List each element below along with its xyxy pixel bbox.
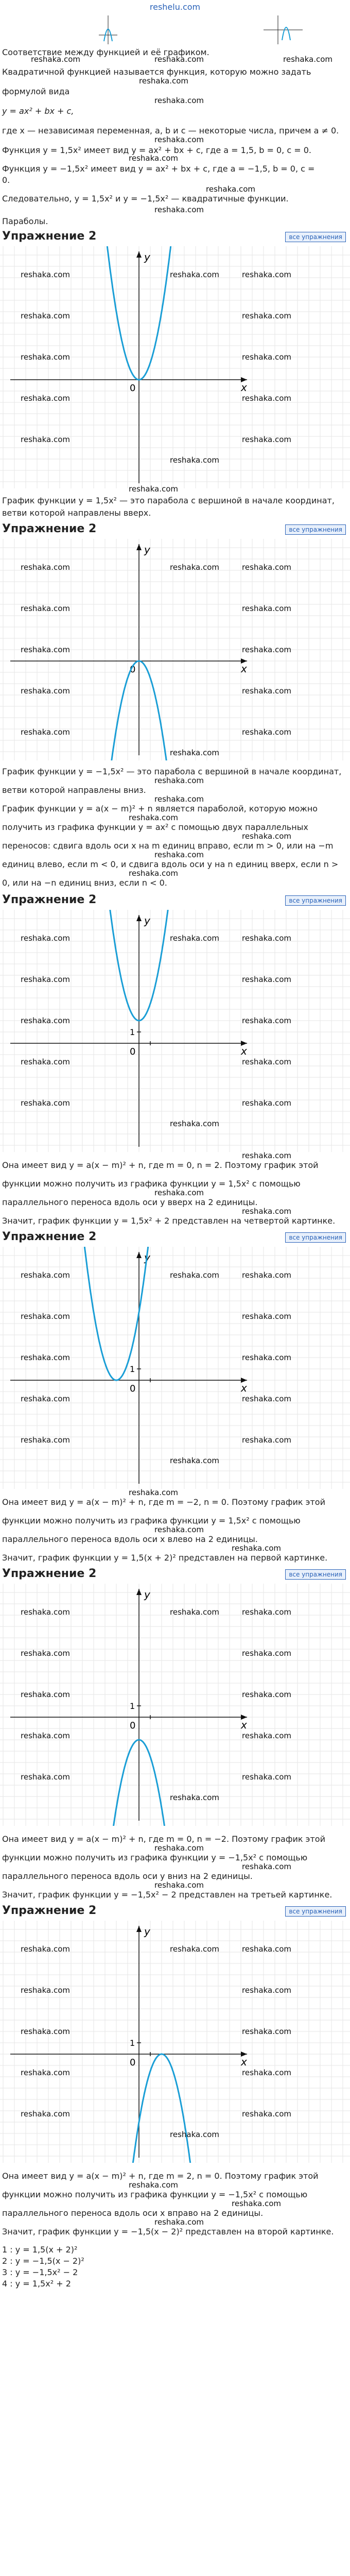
watermark: reshaka.com <box>129 484 178 494</box>
intro-line: Функция y = 1,5x² имеет вид y = ax² + bx + c, где a = 1,5, b = 0, c = 0. <box>2 145 311 155</box>
text-line: Она имеет вид y = a(x − m)² + n, где m = −2, n = 0. Поэтому график этой <box>2 1497 325 1507</box>
watermark: reshaka.com <box>242 727 291 737</box>
x-axis-label: x <box>241 1382 247 1394</box>
watermark: reshaka.com <box>21 394 70 403</box>
y-axis-arrow <box>136 251 142 258</box>
watermark: reshaka.com <box>21 2109 70 2119</box>
watermark: reshaka.com <box>154 96 204 105</box>
x-axis-label: x <box>241 1045 247 1057</box>
exercise-header <box>0 230 350 244</box>
watermark: reshaka.com <box>21 604 70 613</box>
watermark: reshaka.com <box>206 184 255 194</box>
intro-formula: y = ax² + bx + c, <box>2 106 74 116</box>
watermark: reshaka.com <box>242 1057 291 1066</box>
watermark: reshaka.com <box>283 55 332 64</box>
text-line: График функции y = a(x − m)² + n является параболой, которую можно <box>2 804 318 814</box>
grid <box>0 246 350 488</box>
watermark: reshaka.com <box>242 1649 291 1658</box>
watermark: reshaka.com <box>242 2109 291 2119</box>
text-line: Значит, график функции y = −1,5(x − 2)² представлен на второй картинке. <box>2 2227 334 2236</box>
watermark: reshaka.com <box>242 604 291 613</box>
watermark: reshaka.com <box>242 563 291 572</box>
watermark: reshaka.com <box>242 270 291 279</box>
watermark: reshaka.com <box>154 135 204 144</box>
exercise-title: Упражнение 2 <box>2 893 97 906</box>
watermark: reshaka.com <box>154 1525 204 1534</box>
text-line: Значит, график функции y = 1,5x² + 2 представлен на четвертой картинке. <box>2 1216 336 1226</box>
exercise-header <box>0 1567 350 1582</box>
graph-3 <box>0 910 350 1152</box>
all-exercises-link[interactable]: все упражнения <box>285 895 346 906</box>
watermark: reshaka.com <box>242 934 291 943</box>
watermark: reshaka.com <box>21 1016 70 1025</box>
answer-item: 4 : y = 1,5x² + 2 <box>2 2279 71 2289</box>
all-exercises-link[interactable]: все упражнения <box>285 1906 346 1917</box>
unit-label: 1 <box>130 1364 135 1374</box>
y-axis-label: y <box>144 251 150 263</box>
intro-line: Функция y = −1,5x² имеет вид y = ax² + bx + c, где a = −1,5, b = 0, c = <box>2 164 315 174</box>
watermark: reshaka.com <box>21 1312 70 1321</box>
watermark: reshaka.com <box>170 1456 219 1465</box>
unit-label: 1 <box>130 1027 135 1037</box>
watermark: reshaka.com <box>170 2130 219 2139</box>
text-line: функции можно получить из графика функции y = −1,5x² с помощью <box>2 2190 308 2199</box>
answer-item: 2 : y = −1,5(x − 2)² <box>2 2256 84 2266</box>
watermark: reshaka.com <box>242 311 291 320</box>
watermark: reshaka.com <box>154 1188 204 1197</box>
watermark: reshaka.com <box>21 1394 70 1403</box>
watermark: reshaka.com <box>129 154 178 163</box>
watermark: reshaka.com <box>242 1690 291 1699</box>
watermark: reshaka.com <box>242 645 291 654</box>
watermark: reshaka.com <box>21 645 70 654</box>
y-axis-arrow <box>136 1926 142 1932</box>
unit-label: 1 <box>130 1701 135 1711</box>
watermark: reshaka.com <box>242 435 291 444</box>
watermark: reshaka.com <box>242 1772 291 1782</box>
watermark: reshaka.com <box>154 776 204 785</box>
watermark: reshaka.com <box>242 1016 291 1025</box>
all-exercises-link[interactable]: все упражнения <box>285 1569 346 1580</box>
watermark: reshaka.com <box>242 2027 291 2036</box>
grid <box>0 1247 350 1489</box>
answer-item: 1 : y = 1,5(x + 2)² <box>2 2245 78 2255</box>
answer-list <box>2 2244 342 2290</box>
watermark: reshaka.com <box>242 352 291 362</box>
exercise-header <box>0 1904 350 1919</box>
watermark: reshaka.com <box>170 563 219 572</box>
intro-thumbnail-left <box>98 14 118 45</box>
watermark: reshaka.com <box>170 1944 219 1954</box>
watermark: reshaka.com <box>21 1270 70 1280</box>
exercise-title: Упражнение 2 <box>2 1904 97 1917</box>
origin-label: 0 <box>130 664 136 675</box>
y-axis-arrow <box>136 915 142 921</box>
x-axis-label: x <box>241 663 247 675</box>
watermark: reshaka.com <box>21 1944 70 1954</box>
text-line: График функции y = 1,5x² — это парабола с вершиной в начале координат, <box>2 496 335 505</box>
grid <box>0 1921 350 2163</box>
all-exercises-link[interactable]: все упражнения <box>285 232 346 242</box>
text-line: ветви которой направлены вверх. <box>2 508 151 518</box>
watermark: reshaka.com <box>242 1607 291 1617</box>
exercise-header <box>0 1230 350 1245</box>
all-exercises-link[interactable]: все упражнения <box>285 524 346 535</box>
watermark: reshaka.com <box>154 1843 204 1853</box>
text-line: ветви которой направлены вниз. <box>2 785 146 795</box>
graph-2 <box>0 539 350 760</box>
text-line: единиц влево, если m < 0, и сдвига вдоль оси y на n единиц вверх, если n > <box>2 859 339 869</box>
text-line: функции можно получить из графика функции y = 1,5x² с помощью <box>2 1516 301 1526</box>
y-axis-arrow <box>136 1252 142 1258</box>
watermark: reshaka.com <box>154 205 204 214</box>
watermark: reshaka.com <box>170 1793 219 1802</box>
intro-line: формулой вида <box>2 87 70 96</box>
watermark: reshaka.com <box>154 2217 204 2227</box>
x-axis-label: x <box>241 381 247 394</box>
watermark: reshaka.com <box>170 934 219 943</box>
watermark: reshaka.com <box>242 1098 291 1108</box>
y-axis-arrow <box>136 544 142 550</box>
watermark: reshaka.com <box>21 975 70 984</box>
watermark: reshaka.com <box>232 1544 281 1553</box>
watermark: reshaka.com <box>21 1731 70 1740</box>
watermark: reshaka.com <box>21 2027 70 2036</box>
watermark: reshaka.com <box>21 435 70 444</box>
watermark: reshaka.com <box>21 1986 70 1995</box>
watermark: reshaka.com <box>242 1986 291 1995</box>
watermark: reshaka.com <box>242 686 291 696</box>
text-line: параллельного переноса вдоль оси x влево на 2 единицы. <box>2 1534 258 1544</box>
watermark: reshaka.com <box>242 975 291 984</box>
text-line: функции можно получить из графика функции y = −1,5x² с помощью <box>2 1853 308 1862</box>
y-axis-label: y <box>144 1588 150 1601</box>
grid <box>0 910 350 1152</box>
watermark: reshaka.com <box>242 1731 291 1740</box>
intro-line: где x — независимая переменная, a, b и c — некоторые числа, причем a ≠ 0. <box>2 126 339 135</box>
watermark: reshaka.com <box>170 1119 219 1128</box>
y-axis-label: y <box>144 1251 150 1264</box>
graph-5 <box>0 1584 350 1826</box>
watermark: reshaka.com <box>21 563 70 572</box>
watermark: reshaka.com <box>154 850 204 859</box>
text-line: 0, или на −n единиц вниз, если n < 0. <box>2 878 167 888</box>
watermark: reshaka.com <box>129 869 178 878</box>
text-line: получить из графика функции y = ax² с помощью двух параллельных <box>2 822 308 832</box>
watermark: reshaka.com <box>242 1151 291 1160</box>
watermark: reshaka.com <box>21 686 70 696</box>
watermark: reshaka.com <box>21 352 70 362</box>
site-title[interactable]: reshelu.com <box>149 2 201 12</box>
watermark: reshaka.com <box>242 2068 291 2077</box>
watermark: reshaka.com <box>21 270 70 279</box>
watermark: reshaka.com <box>21 1057 70 1066</box>
watermark: reshaka.com <box>170 1607 219 1617</box>
text-line: Она имеет вид y = a(x − m)² + n, где m = 0, n = 2. Поэтому график этой <box>2 1160 319 1170</box>
grid <box>0 1584 350 1826</box>
watermark: reshaka.com <box>21 311 70 320</box>
text-line: функции можно получить из графика функции y = 1,5x² с помощью <box>2 1179 301 1189</box>
watermark: reshaka.com <box>21 1649 70 1658</box>
watermark: reshaka.com <box>242 832 291 841</box>
watermark: reshaka.com <box>242 1270 291 1280</box>
watermark: reshaka.com <box>242 1312 291 1321</box>
text-line: Она имеет вид y = a(x − m)² + n, где m = 2, n = 0. Поэтому график этой <box>2 2171 319 2181</box>
exercise-title: Упражнение 2 <box>2 230 97 243</box>
watermark: reshaka.com <box>21 727 70 737</box>
origin-label: 0 <box>130 1046 136 1057</box>
watermark: reshaka.com <box>154 794 204 804</box>
origin-label: 0 <box>130 1383 136 1394</box>
exercise-title: Упражнение 2 <box>2 1567 97 1580</box>
watermark: reshaka.com <box>242 394 291 403</box>
text-line: График функции y = −1,5x² — это парабола с вершиной в начале координат, <box>2 767 342 776</box>
graph-1 <box>0 246 350 488</box>
watermark: reshaka.com <box>242 1353 291 1362</box>
intro-line: 0. <box>2 175 10 185</box>
answer-item: 3 : y = −1,5x² − 2 <box>2 2267 78 2277</box>
text-line: переносов: сдвига вдоль оси x на m единиц вправо, если m > 0, или на −m <box>2 841 334 851</box>
watermark: reshaka.com <box>170 748 219 757</box>
watermark: reshaka.com <box>154 55 204 64</box>
origin-label: 0 <box>130 2057 136 2068</box>
watermark: reshaka.com <box>170 270 219 279</box>
watermark: reshaka.com <box>21 1607 70 1617</box>
watermark: reshaka.com <box>129 813 178 822</box>
exercise-title: Упражнение 2 <box>2 1230 97 1243</box>
text-line: Значит, график функции y = 1,5(x + 2)² представлен на первой картинке. <box>2 1553 328 1563</box>
origin-label: 0 <box>130 383 136 394</box>
watermark: reshaka.com <box>129 2180 178 2190</box>
y-axis-label: y <box>144 1925 150 1938</box>
text-line: Она имеет вид y = a(x − m)² + n, где m = 0, n = −2. Поэтому график этой <box>2 1834 325 1844</box>
watermark: reshaka.com <box>170 455 219 465</box>
watermark: reshaka.com <box>242 1394 291 1403</box>
watermark: reshaka.com <box>232 2199 281 2208</box>
x-axis-label: x <box>241 1719 247 1731</box>
exercise-header <box>0 522 350 537</box>
watermark: reshaka.com <box>21 934 70 943</box>
unit-label: 1 <box>130 2038 135 2048</box>
graph-6 <box>0 1921 350 2163</box>
watermark: reshaka.com <box>242 1435 291 1445</box>
watermark: reshaka.com <box>139 76 188 86</box>
watermark: reshaka.com <box>21 1435 70 1445</box>
watermark: reshaka.com <box>21 1690 70 1699</box>
x-axis-label: x <box>241 2056 247 2068</box>
watermark: reshaka.com <box>21 1353 70 1362</box>
watermark: reshaka.com <box>242 1207 291 1216</box>
graph-4 <box>0 1247 350 1489</box>
text-line: параллельного переноса вдоль оси y вверх на 2 единицы. <box>2 1197 258 1207</box>
intro-line: Следовательно, y = 1,5x² и y = −1,5x² — квадратичные функции. <box>2 194 289 204</box>
origin-label: 0 <box>130 1720 136 1731</box>
y-axis-label: y <box>144 544 150 556</box>
y-axis-arrow <box>136 1589 142 1595</box>
intro-line: Квадратичной функцией называется функция, которую можно задать <box>2 67 311 77</box>
text-line: параллельного переноса вдоль оси x вправо на 2 единицы. <box>2 2208 264 2218</box>
watermark: reshaka.com <box>31 55 80 64</box>
watermark: reshaka.com <box>129 1488 178 1497</box>
text-line: Значит, график функции y = −1,5x² − 2 представлен на третьей картинке. <box>2 1890 332 1900</box>
watermark: reshaka.com <box>170 1270 219 1280</box>
intro-thumbnail-right <box>262 14 304 45</box>
watermark: reshaka.com <box>21 2068 70 2077</box>
intro-line: Параболы. <box>2 216 48 226</box>
watermark: reshaka.com <box>242 1862 291 1871</box>
all-exercises-link[interactable]: все упражнения <box>285 1232 346 1243</box>
exercise-header <box>0 893 350 908</box>
exercise-title: Упражнение 2 <box>2 522 97 535</box>
watermark: reshaka.com <box>154 1880 204 1890</box>
y-axis-label: y <box>144 914 150 927</box>
intro-line: Соответствие между функцией и её графиком. <box>2 47 209 57</box>
watermark: reshaka.com <box>242 1944 291 1954</box>
watermark: reshaka.com <box>21 1772 70 1782</box>
text-line: параллельного переноса вдоль оси y вниз на 2 единицы. <box>2 1871 253 1881</box>
watermark: reshaka.com <box>21 1098 70 1108</box>
